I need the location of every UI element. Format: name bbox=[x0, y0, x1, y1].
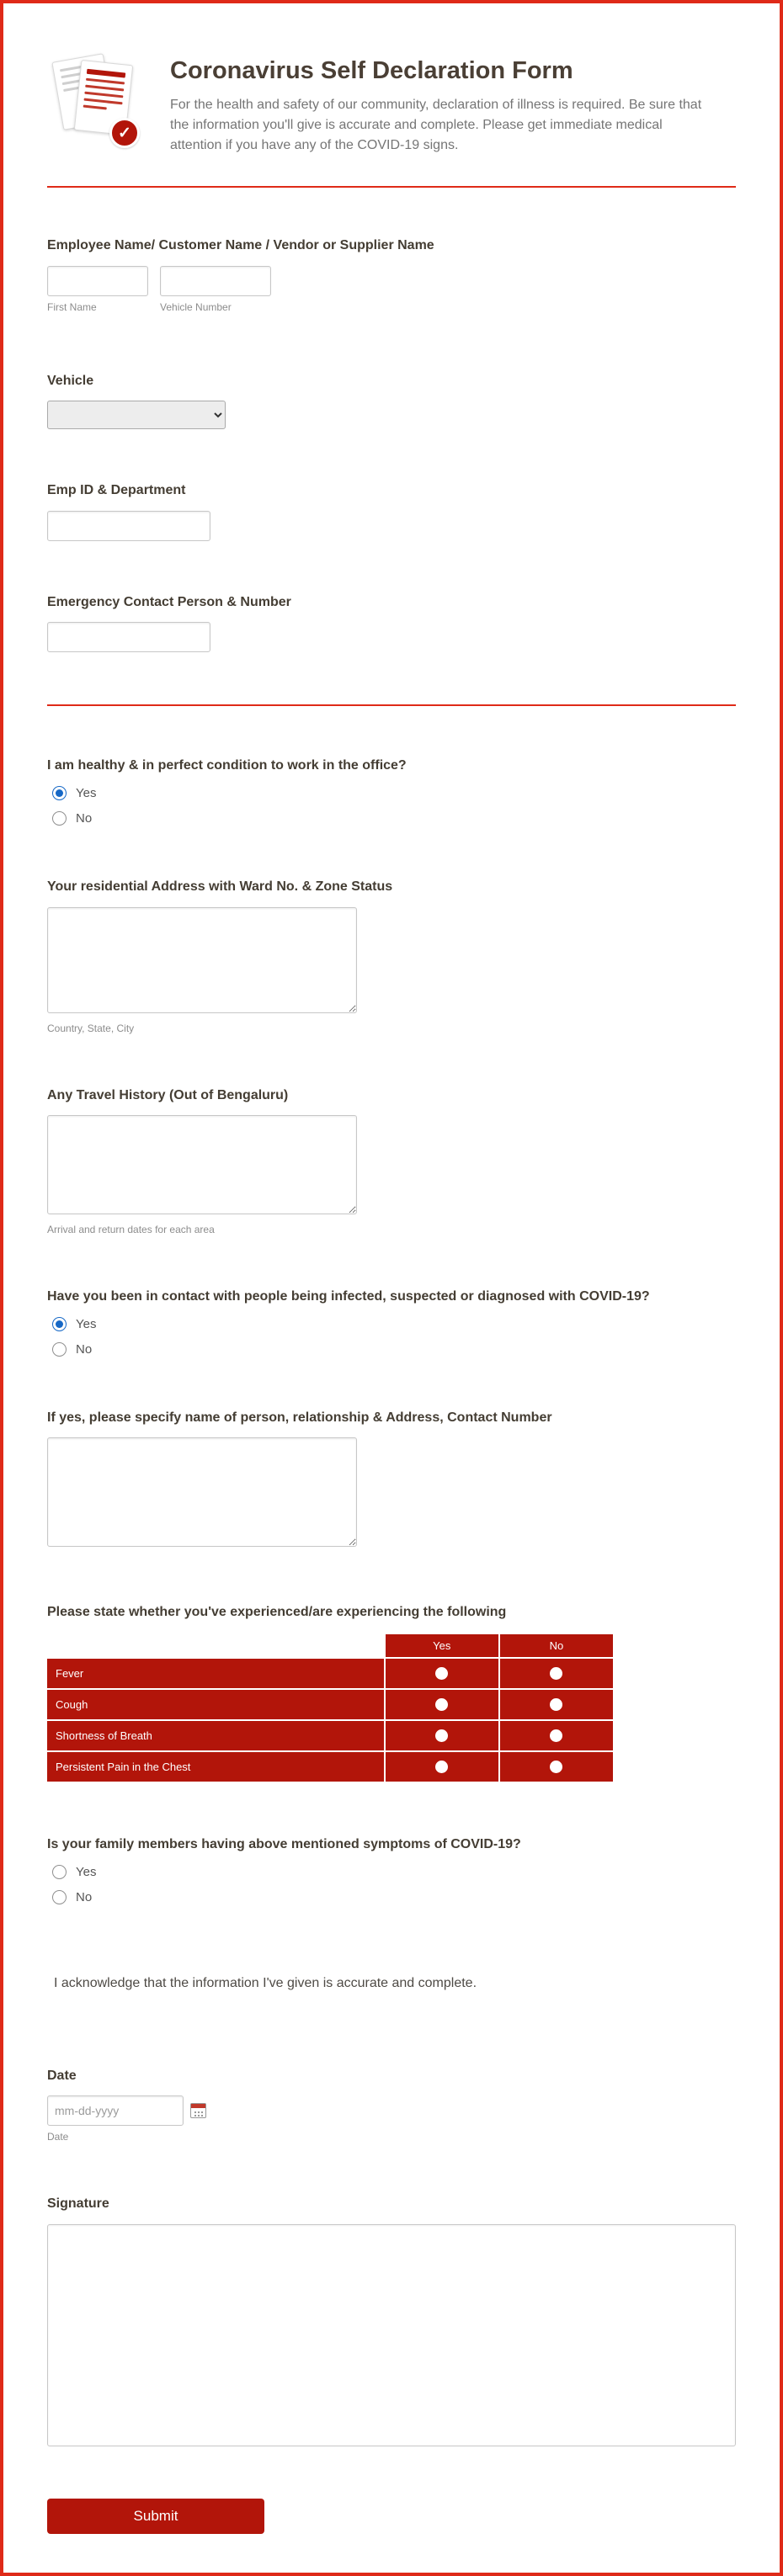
submit-button[interactable]: Submit bbox=[47, 2499, 264, 2534]
field-family-symptoms bbox=[47, 1835, 736, 1904]
table-row bbox=[47, 1721, 613, 1750]
field-signature bbox=[47, 2195, 736, 2446]
field-address-label: Your residential Address with Ward No. & Zone Status bbox=[47, 879, 393, 894]
radio-chest-pain-yes[interactable] bbox=[435, 1761, 448, 1773]
emp-id-input[interactable] bbox=[47, 511, 210, 541]
acknowledgement-text: I acknowledge that the information I've given is accurate and complete. bbox=[54, 1975, 477, 1990]
vehicle-number-input[interactable] bbox=[160, 266, 271, 296]
field-healthy-label: I am healthy & in perfect condition to work in the office? bbox=[47, 758, 407, 773]
acknowledgement-text-block bbox=[47, 1976, 736, 1991]
calendar-icon[interactable] bbox=[190, 2103, 206, 2118]
name-inputs-row bbox=[47, 266, 736, 313]
radio-icon[interactable] bbox=[52, 1317, 67, 1331]
radio-shortness-of-breath-no[interactable] bbox=[550, 1729, 562, 1742]
form-title: Coronavirus Self Declaration Form bbox=[170, 57, 573, 84]
covid-contact-radio-group bbox=[47, 1317, 736, 1357]
field-emergency-contact bbox=[47, 593, 736, 653]
emergency-contact-input[interactable] bbox=[47, 622, 210, 652]
address-textarea[interactable] bbox=[47, 907, 357, 1013]
covid-contact-option-yes[interactable] bbox=[52, 1317, 736, 1331]
field-emp-id-label: Emp ID & Department bbox=[47, 483, 186, 498]
radio-fever-no[interactable] bbox=[550, 1667, 562, 1680]
family-symptoms-option-yes[interactable] bbox=[52, 1865, 736, 1879]
symptom-row-label: Cough bbox=[47, 1690, 384, 1719]
date-input-row bbox=[47, 2095, 736, 2126]
field-travel-history bbox=[47, 1086, 736, 1236]
symptoms-col-yes: Yes bbox=[386, 1634, 498, 1657]
healthy-option-no[interactable] bbox=[52, 811, 736, 826]
address-sublabel: Country, State, City bbox=[47, 1022, 135, 1034]
date-input[interactable] bbox=[47, 2095, 184, 2126]
radio-chest-pain-no[interactable] bbox=[550, 1761, 562, 1773]
field-healthy bbox=[47, 757, 736, 826]
form-header bbox=[47, 52, 736, 156]
radio-icon[interactable] bbox=[52, 811, 67, 826]
radio-shortness-of-breath-yes[interactable] bbox=[435, 1729, 448, 1742]
field-covid-contact-label: Have you been in contact with people being infected, suspected or diagnosed with COVID-19? bbox=[47, 1289, 650, 1304]
field-contact-details bbox=[47, 1409, 736, 1552]
healthy-option-yes-label: Yes bbox=[76, 785, 97, 800]
symptom-row-label: Shortness of Breath bbox=[47, 1721, 384, 1750]
healthy-option-no-label: No bbox=[76, 810, 93, 826]
section-divider bbox=[47, 704, 736, 706]
field-contact-details-label: If yes, please specify name of person, relationship & Address, Contact Number bbox=[47, 1410, 552, 1425]
field-emp-id bbox=[47, 481, 736, 541]
field-vehicle-label: Vehicle bbox=[47, 373, 94, 388]
table-row bbox=[47, 1659, 613, 1688]
family-symptoms-option-no[interactable] bbox=[52, 1890, 736, 1904]
signature-pad[interactable] bbox=[47, 2224, 736, 2446]
radio-cough-yes[interactable] bbox=[435, 1698, 448, 1711]
first-name-input[interactable] bbox=[47, 266, 148, 296]
family-symptoms-option-yes-label: Yes bbox=[76, 1864, 97, 1879]
vehicle-number-group bbox=[160, 266, 271, 313]
radio-icon[interactable] bbox=[52, 1865, 67, 1879]
symptoms-table bbox=[45, 1633, 615, 1783]
field-family-symptoms-label: Is your family members having above mentioned symptoms of COVID-19? bbox=[47, 1836, 521, 1851]
field-symptoms bbox=[47, 1603, 736, 1783]
covid-contact-option-yes-label: Yes bbox=[76, 1316, 97, 1331]
healthy-option-yes[interactable] bbox=[52, 786, 736, 800]
field-name-label: Employee Name/ Customer Name / Vendor or Supplier Name bbox=[47, 238, 434, 252]
family-symptoms-radio-group bbox=[47, 1865, 736, 1904]
field-travel-history-label: Any Travel History (Out of Bengaluru) bbox=[47, 1087, 289, 1102]
first-name-group bbox=[47, 266, 148, 313]
field-signature-label: Signature bbox=[47, 2196, 109, 2212]
contact-details-textarea[interactable] bbox=[47, 1437, 357, 1547]
radio-icon[interactable] bbox=[52, 1342, 67, 1357]
covid-contact-option-no[interactable] bbox=[52, 1342, 736, 1357]
vehicle-select[interactable] bbox=[47, 401, 226, 429]
field-date bbox=[47, 2067, 736, 2143]
symptom-row-label: Persistent Pain in the Chest bbox=[47, 1752, 384, 1782]
field-covid-contact bbox=[47, 1288, 736, 1357]
radio-icon[interactable] bbox=[52, 786, 67, 800]
field-symptoms-label: Please state whether you've experienced/are experiencing the following bbox=[47, 1605, 507, 1620]
check-icon: ✓ bbox=[109, 118, 140, 148]
travel-history-textarea[interactable] bbox=[47, 1115, 357, 1214]
radio-cough-no[interactable] bbox=[550, 1698, 562, 1711]
symptoms-col-no: No bbox=[500, 1634, 613, 1657]
symptoms-header-row bbox=[47, 1634, 613, 1657]
travel-history-sublabel: Arrival and return dates for each area bbox=[47, 1224, 215, 1236]
family-symptoms-option-no-label: No bbox=[76, 1889, 93, 1904]
symptoms-corner-cell bbox=[47, 1634, 384, 1657]
date-sublabel: Date bbox=[47, 2131, 69, 2143]
covid-contact-option-no-label: No bbox=[76, 1341, 93, 1357]
radio-fever-yes[interactable] bbox=[435, 1667, 448, 1680]
field-vehicle bbox=[47, 372, 736, 430]
header-text bbox=[170, 52, 717, 156]
form-description: For the health and safety of our community, declaration of illness is required. Be sure that the information you'll give is accurate and complete. Please get immediate medical attention if you have any of the COVID-19 signs. bbox=[170, 98, 702, 152]
section-divider bbox=[47, 186, 736, 188]
field-emergency-contact-label: Emergency Contact Person & Number bbox=[47, 594, 291, 609]
first-name-sublabel: First Name bbox=[47, 300, 97, 313]
document-check-icon bbox=[47, 52, 148, 153]
healthy-radio-group bbox=[47, 786, 736, 826]
table-row bbox=[47, 1690, 613, 1719]
table-row bbox=[47, 1752, 613, 1782]
vehicle-number-sublabel: Vehicle Number bbox=[160, 300, 232, 313]
field-address bbox=[47, 878, 736, 1034]
field-name bbox=[47, 236, 736, 313]
symptom-row-label: Fever bbox=[47, 1659, 384, 1688]
radio-icon[interactable] bbox=[52, 1890, 67, 1904]
field-date-label: Date bbox=[47, 2068, 77, 2083]
